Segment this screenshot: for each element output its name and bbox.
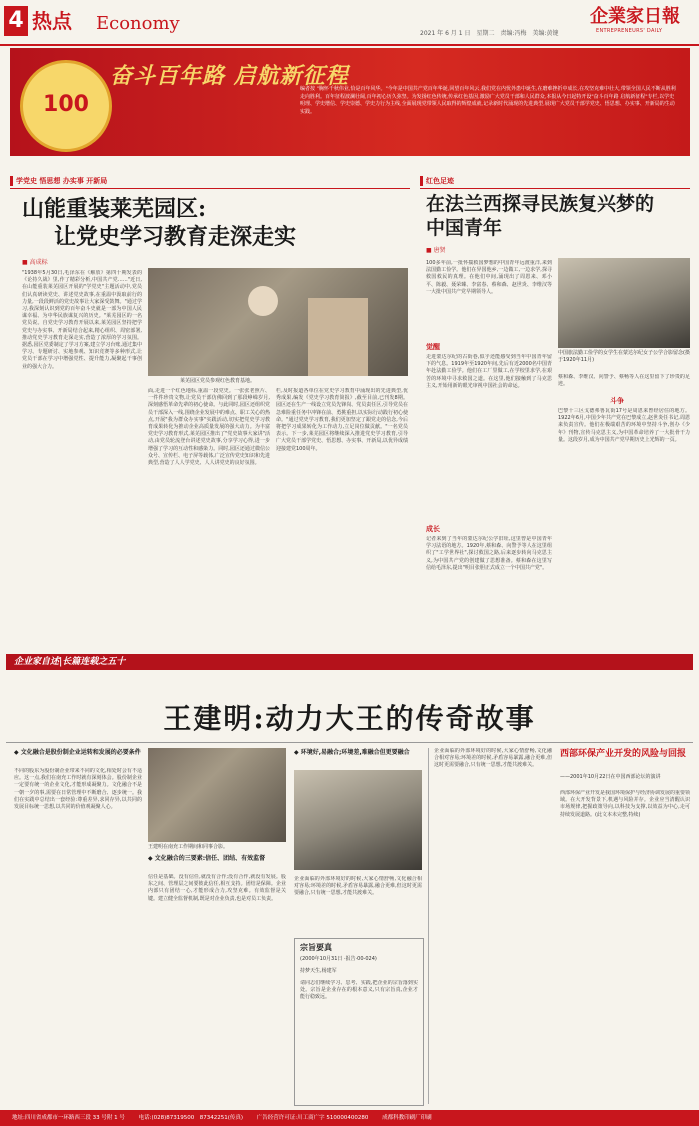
left-article-byline: ■ 高成标: [22, 259, 48, 266]
divider: [420, 188, 690, 189]
lower-right-head: ◆ 环境好,易融合;环境差,难融合但更要融合: [294, 749, 410, 756]
photo-figure: [308, 298, 368, 376]
footer-printer: 成都科教印刷厂印刷: [382, 1115, 432, 1121]
tag-marker: [10, 176, 13, 186]
quote-box-sign: 持梦天生,杨建军: [300, 968, 337, 974]
quote-box-title: 宗旨要真: [300, 943, 332, 952]
banner-slogan: 奋斗百年路 启航新征程: [110, 63, 349, 89]
dateline: 2021 年 6 月 1 日 星期二 责编:冯梅 美编:黄键: [420, 30, 559, 37]
lower-right-text: 企业面临的外部环境好的时候,大家心情舒畅,文化融合相对容易;环境差的时候,矛盾容易暴露,融合更难,但这时更需要融合,只有统一思想,才能共渡难关。: [294, 876, 422, 897]
right-article-byline: ■ 唐贤: [426, 247, 446, 254]
right-article-col2-intro: 蔡和森、李维汉、向警予、蔡畅等人在这里留下了珍贵的足迹。: [558, 374, 690, 388]
lower-mid-text: 信任是基础。没有信任,就没有合作;没有合作,就没有发展。股东之间、管理层之间要彼此信任,相互支持。团结是保障。企业内部只有团结一心,才能形成合力,攻坚克难。有效监督是关键。建立健全监督机制,既是对企业负责,也是对员工负责。: [148, 874, 286, 902]
lower-photo: [148, 748, 286, 842]
footer-license: 广告经营许可证:川工商广字 510000400280: [256, 1115, 369, 1121]
section-title: 热点: [32, 9, 72, 33]
lower-mid-head: ◆ 文化融合的三要素:信任、团结、有效监督: [148, 855, 266, 862]
centenary-emblem-text: 100: [43, 92, 89, 117]
lower-col1-text: 不同的股东为股份制企业带来不同的文化,相处时会有不适应。这一点,我们在南充工作时就有深刻体会。股份制企业一定要有统一的企业文化,才能形成凝聚力。文化融合不是一朝一夕的事,需要在日常管理中不断磨合、逐步统一。我们在实践中总结出一套经验:尊重差异,求同存异,以共同的发展目标统一思想,以共同的价值观凝聚人心。: [14, 768, 142, 811]
page-header: [0, 0, 699, 46]
masthead-logo: 企業家日報: [590, 6, 680, 27]
quote-box-date: (2000年10月31日 ·报告·00-024): [300, 956, 377, 962]
lower-right-photo: [294, 770, 422, 870]
sidebar-text: 西部环保产业开发是我国环境保护与经济协调发展的重要领域。在大开发背景下,机遇与风险并存。企业应当清醒认识市场规律,把握政策导向,以科技为支撑,以效益为中心,走可持续发展道路。(此文本未完整,特续): [560, 790, 690, 818]
quote-box-text: 请同志们继续学习、思考、实践,把企业的宗旨落到实处。宗旨是企业存在的根本意义,只有宗旨真,企业才能行稳致远。: [300, 980, 418, 1001]
subhead-struggle: 斗争: [610, 397, 624, 405]
right-article-photo: [558, 258, 690, 348]
left-article-title-1: 山能重装莱芜园区:: [22, 196, 207, 222]
page-number: 4: [4, 6, 28, 36]
tag-marker: [420, 176, 423, 186]
left-article-photo: [148, 268, 408, 376]
centenary-emblem: [20, 60, 112, 152]
section-title-en: Economy: [96, 13, 180, 34]
subhead-awakening: 觉醒: [426, 343, 440, 351]
left-article-col1: "1938年5月30日,毛泽东在《解放》第四十期发表的《论持久战》里,作了精彩分析,中国共产党……"近日,在山能重装莱芜园区开展的"学党史"主题活动中,党员们认真研读党史、讲述党史故事,在重温中汲取前行的力量,一段段鲜活的党史故事让大家深受鼓舞。"通过学习,我深刻认识到党的百年奋斗史就是一部为中国人民谋幸福、为中华民族谋复兴的历史。"莱芜园区的一名党员说。自党史学习教育开展以来,莱芜园区坚持把学党史与办实事、开新局结合起来,精心组织、周密部署,推动党史学习教育走深走实,营造了浓厚的学习氛围。据悉,园区党委制定了学习方案,建立学习台账,通过集中学习、专题研讨、实地参观、知识竞赛等多种形式,让党员干部在学习中增强党性、提升能力,凝聚起干事创业的强大合力。: [22, 270, 142, 370]
left-article-tag: 学党史 悟思想 办实事 开新局: [16, 177, 108, 185]
footer: [0, 1110, 699, 1126]
right-photo-caption: 中国旅法勤工俭学的女学生在蒙达尔纪女子公学合影留念(摄于1920年11月): [558, 350, 690, 363]
footer-tel: 电话:(028)87319500 87342251(传真): [138, 1115, 244, 1121]
lower-photo-caption: 王建明在南充工作期间和同事合影。: [148, 844, 229, 850]
photo-figure: [248, 286, 278, 316]
right-article-p3: 巴黎十三区戈德弗鲁瓦街17号是周恩来曾经居住的地方。1922年6月,中国少年共产党在巴黎成立,赵世炎任书记,周恩来负责宣传。他们在极端艰苦的环境中坚持斗争,创办《少年》刊物,宣传马克思主义,为中国革命培养了一大批骨干力量。这段岁月,成为中国共产党早期历史上光辉的一页。: [558, 408, 690, 443]
lower-col1-head: ◆ 文化融合是股份制企业运转和发展的必要条件: [14, 749, 141, 756]
series-bar: [6, 654, 693, 670]
series-title: 王建明:动力大王的传奇故事: [163, 702, 536, 735]
subhead-growth: 成长: [426, 525, 440, 533]
series-label: 企业家自述|长篇连载之五十: [14, 657, 126, 667]
lower-col4-text: 企业面临的外部环境好的时候,大家心情舒畅,文化融合相对容易;环境差的时候,矛盾容易暴露,融合更难,但这时更需要融合,只有统一思想,才能共渡难关。: [434, 748, 552, 769]
column-divider: [428, 748, 429, 1104]
left-photo-caption: 莱芜园区党员参观红色教育基地。: [180, 378, 256, 384]
right-article-intro: 100多年前,一批怀揣救国梦想的中国青年远渡重洋,来到法国勤工俭学。他们在异国他乡,一边做工,一边求学,探寻救国救民的真理。在他们中间,涌现出了周恩来、邓小平、陈毅、聂荣臻、李富春、蔡和森、赵世炎、李维汉等一大批中国共产党早期领导人。: [426, 260, 552, 295]
right-article-title-2: 中国青年: [426, 217, 503, 239]
left-article-title-2: 让党史学习教育走深走实: [54, 224, 297, 250]
right-article-title-1: 在法兰西探寻民族复兴梦的: [426, 193, 655, 215]
sidebar-subtitle: ——2001年10月22日在中国西部论坛的演讲: [560, 774, 661, 780]
divider: [10, 188, 410, 189]
right-article-tag: 红色足迹: [426, 177, 454, 185]
left-article-col2: 面,走进一个红色地标,重温一段党史。一张张老照片、一件件珍贵文物,让党员干部仿佛回到了那段峥嵘岁月,深刻感悟革命先辈的初心使命。与此同时,园区还组织党员干部深入一线,围绕企业发展中的难点、职工关心的热点,开展"我为群众办实事"实践活动,切实把党史学习教育成果转化为推动企业高质量发展的强大动力。为丰富党史学习教育形式,莱芜园区推出了"党史故事大家讲"活动,由党员轮流登台讲述党史故事,分享学习心得,进一步增强了学习的互动性和感染力。同时,园区还通过微信公众号、宣传栏、电子屏等载体,广泛宣传党史知识和先进典型,营造了人人学党史、人人讲党史的良好氛围。: [148, 388, 270, 467]
masthead-logo-en: ENTREPRENEURS' DAILY: [596, 28, 663, 34]
right-article-p1: 走进蒙达尔纪的古街巷,似乎还能感受到当年中国青年留下的气息。1919年至1920年间,先后有近2000名中国青年赴法勤工俭学。他们在工厂里做工,在学校里求学,在艰苦的环境中寻求救国之道。在这里,他们接触到了马克思主义,开始用新的眼光审视中国社会的命运。: [426, 354, 552, 389]
left-article-col3: 栏,及时报道各单位在党史学习教育中涌现出的先进典型,优秀成果,编发《党史学习教育简报》,截至目前,已刊发8期。园区还在生产一线设立党员先锋岗、党员责任区,引导党员在急难险重任务中冲锋在前、勇挑重担,以实际行动践行初心使命。"通过党史学习教育,我们更加坚定了跟党走的信念,今后将把学习成果转化为工作动力,立足岗位做贡献。"一名党员表示。下一步,莱芜园区将继续深入推进党史学习教育,引导广大党员干部学党史、悟思想、办实事、开新局,以优异成绩迎接建党100周年。: [276, 388, 408, 452]
sidebar-title: 西部环保产业开发的风险与回报: [560, 749, 687, 759]
footer-address: 地址:四川省成都市一环路西三段 33 号附 1 号: [12, 1115, 125, 1121]
right-article-p2: 记者来到了当年的蒙达尔纪公学旧址,这里曾是中国青年学习法语的地方。1920年,蔡和森、向警予等人在这里组织了"工学世界社",探讨救国之路,后来逐步转向马克思主义,为中国共产党的创建做了思想准备。蔡和森在这里写信给毛泽东,提出"明目张胆正式成立一个中国共产党"。: [426, 536, 552, 571]
divider: [6, 742, 693, 743]
editor-note: 编者按 "胸怀千秋伟业,恰是百年风华。"今年是中国共产党百年华诞,回望百年风云,我们党在内忧外患中诞生,在磨难挫折中成长,在攻坚克难中壮大,带领全国人民不断从胜利走向胜利。百年征程波澜壮阔,百年初心历久弥坚。为发扬红色传统,传承红色基因,激励广大党员干部和人民群众,本报从今日起特开设"奋斗百年路 启航新征程"专栏,以学史明理、学史增信、学史崇德、学史力行为主线,全面展现党带领人民取得的辉煌成就,记录新时代涌现的先进典型,展现广大党员干部学党史、悟思想、办实事、开新局的生动实践。: [300, 86, 676, 115]
